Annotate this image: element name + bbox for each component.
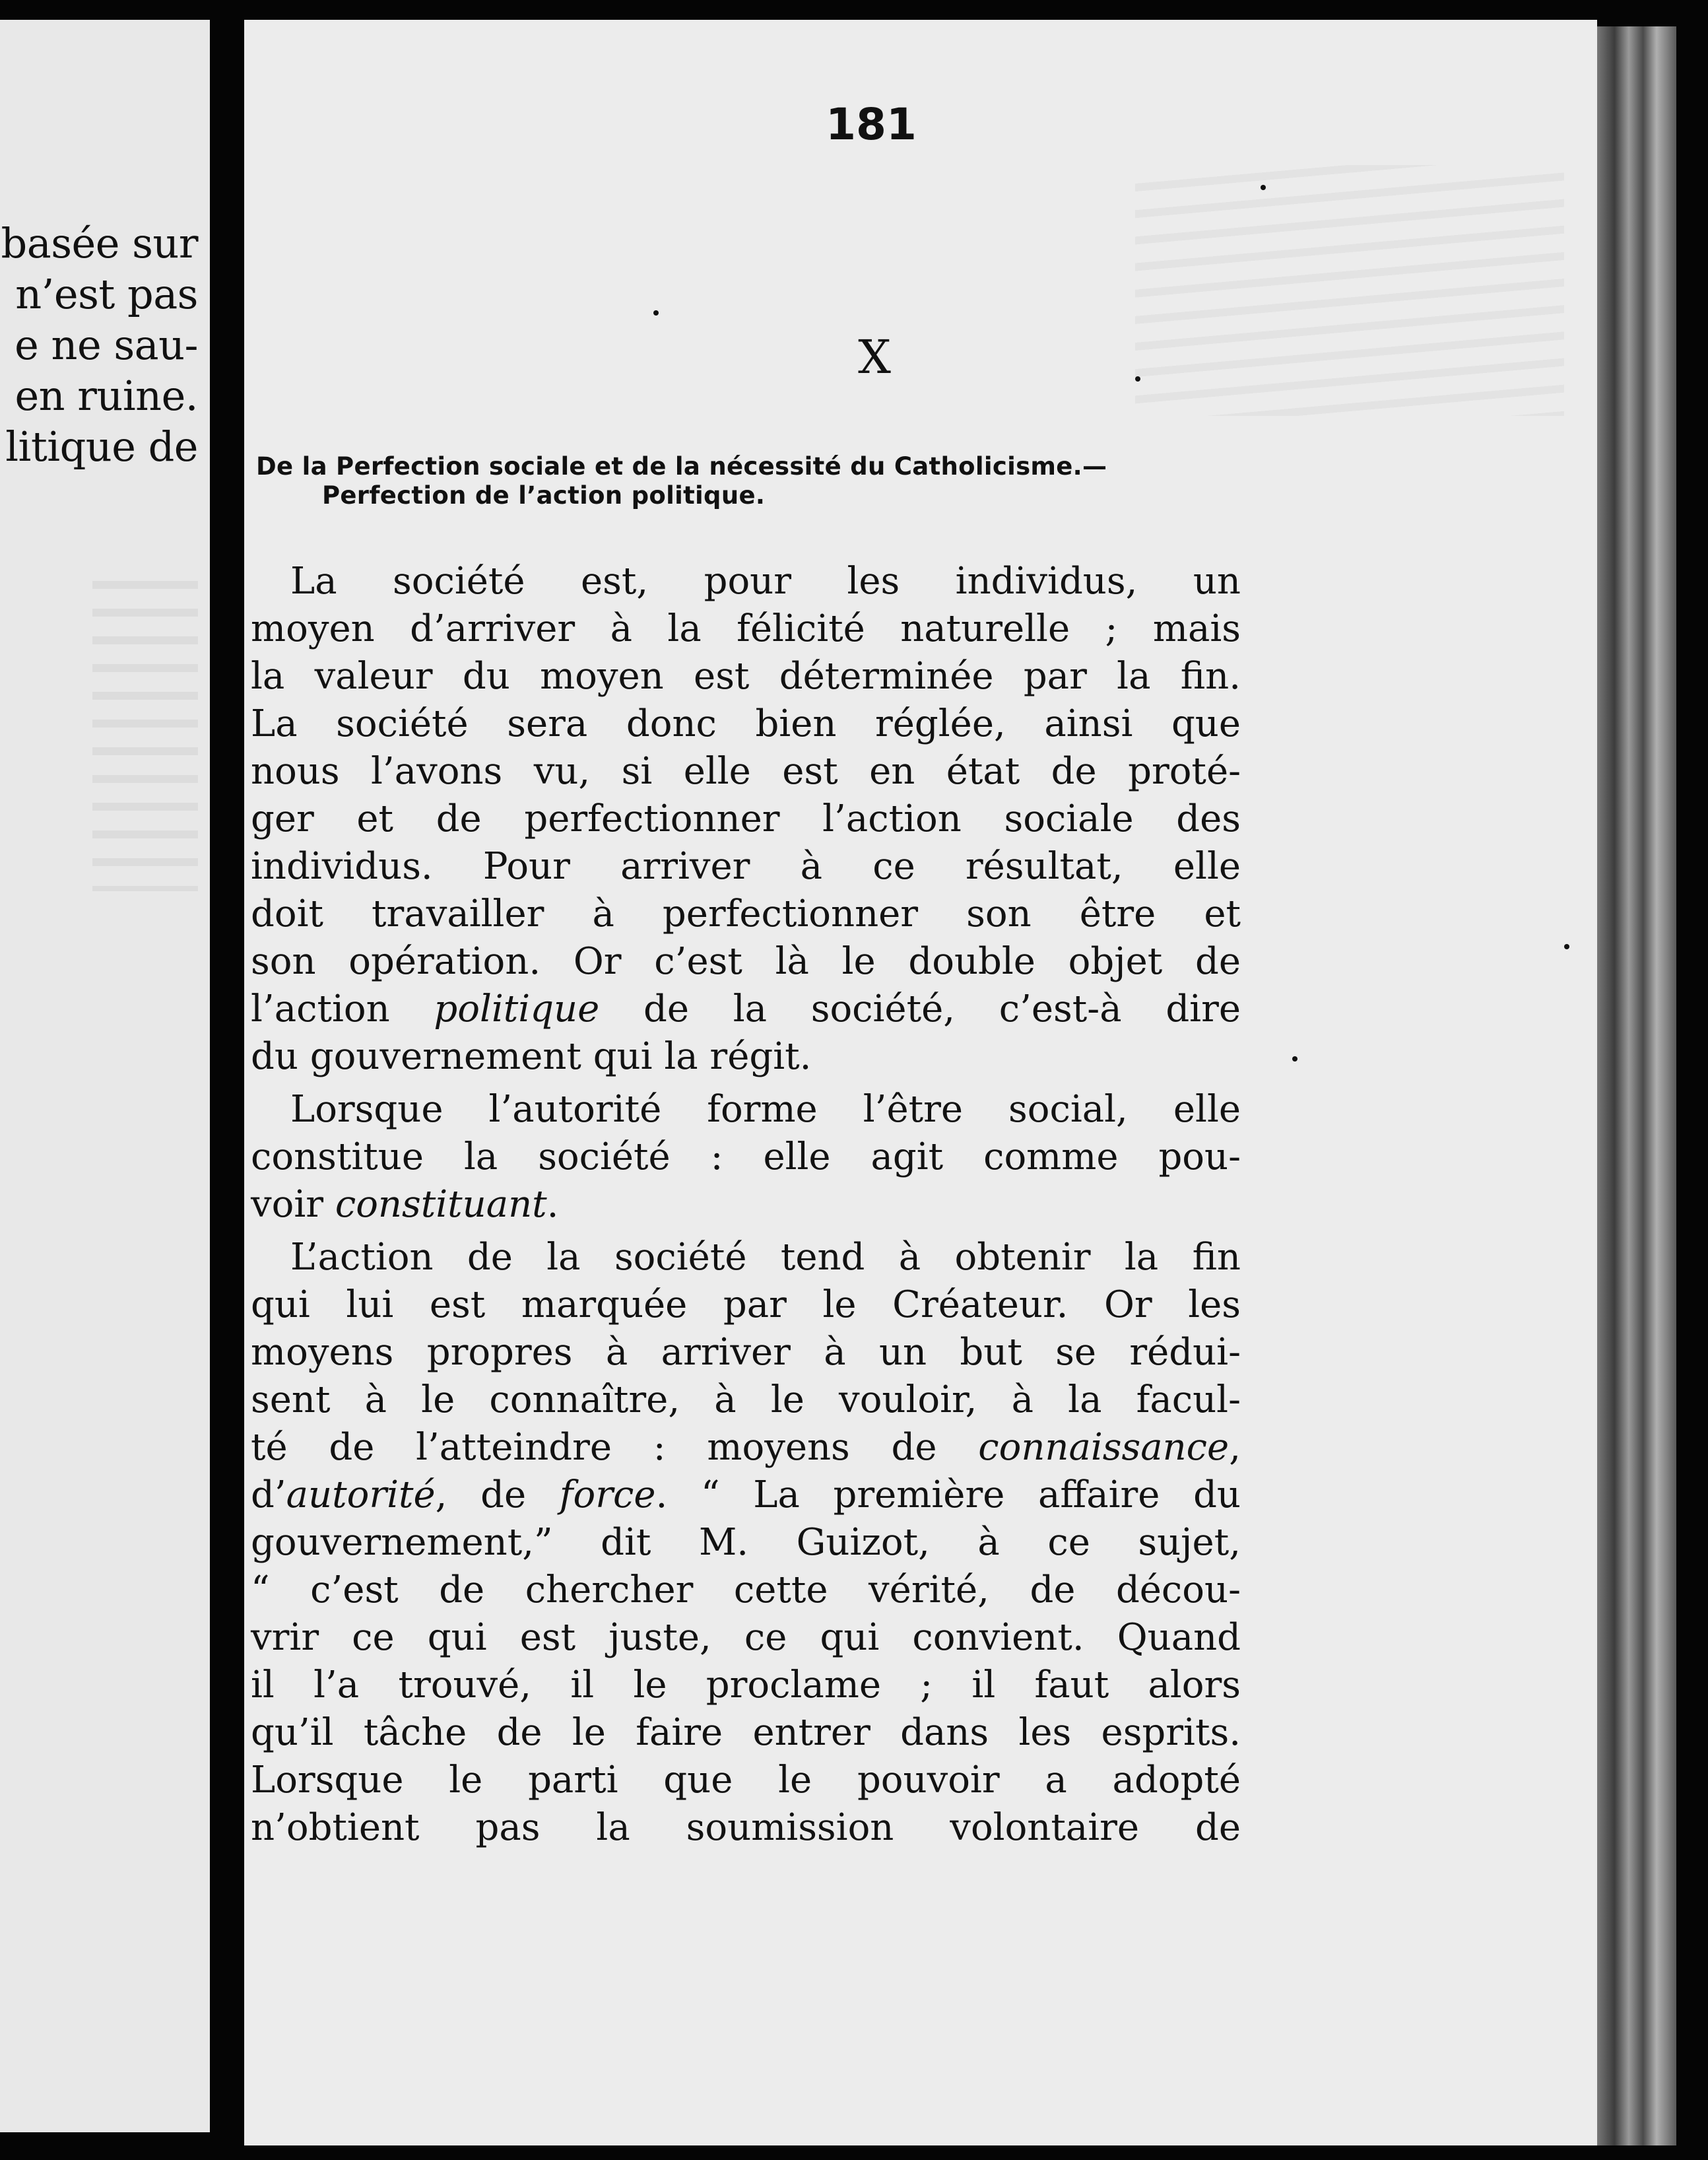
paragraph bbox=[251, 558, 1241, 1081]
chapter-numeral: X bbox=[858, 330, 891, 384]
text-line: La société est, pour les individus, un bbox=[290, 560, 1241, 603]
text-line: sent à le connaître, à le vouloir, à la facul- bbox=[251, 1378, 1241, 1421]
text-line: gouvernement,” dit M. Guizot, à ce sujet, bbox=[251, 1521, 1241, 1564]
text-line: individus. Pour arriver à ce résultat, elle bbox=[251, 845, 1241, 888]
text-run: de la société, c’est-à dire bbox=[599, 988, 1241, 1030]
left-page-line: litique de bbox=[5, 422, 198, 471]
text-line bbox=[251, 986, 1241, 1033]
text-run: voir bbox=[251, 1183, 335, 1226]
body-text bbox=[251, 558, 1241, 1857]
left-page-line: e ne sau- bbox=[15, 321, 198, 369]
chapter-title-line: De la Perfection sociale et de la nécessité du Catholicisme.— bbox=[256, 452, 1107, 481]
ink-speck bbox=[1564, 944, 1569, 949]
right-page bbox=[244, 20, 1597, 2145]
italic-run: force bbox=[559, 1473, 656, 1516]
page-stack-edge bbox=[1597, 26, 1676, 2145]
chapter-title-line: Perfection de l’action politique. bbox=[322, 481, 766, 510]
text-run: , bbox=[1229, 1426, 1241, 1469]
left-page-line: basée sur bbox=[1, 219, 198, 267]
ink-speck bbox=[653, 310, 659, 316]
italic-run: autorité bbox=[286, 1473, 436, 1516]
text-run: l’action bbox=[251, 988, 434, 1030]
book-gutter bbox=[210, 0, 244, 2160]
bleed-through-texture bbox=[92, 561, 198, 891]
left-page-text bbox=[0, 218, 198, 472]
text-line: vrir ce qui est juste, ce qui convient. Quand bbox=[251, 1616, 1241, 1659]
text-line bbox=[251, 1181, 1241, 1229]
text-line: qui lui est marquée par le Créateur. Or les bbox=[251, 1283, 1241, 1326]
chapter-title bbox=[256, 452, 1523, 510]
text-line: Lorsque le parti que le pouvoir a adopté bbox=[251, 1759, 1241, 1802]
text-line: qu’il tâche de le faire entrer dans les esprits. bbox=[251, 1711, 1241, 1754]
paragraph bbox=[251, 1086, 1241, 1229]
text-run: . “ La première affaire du bbox=[655, 1473, 1241, 1516]
text-line: La société sera donc bien réglée, ainsi que bbox=[251, 702, 1241, 745]
left-page-fragment bbox=[0, 20, 210, 2132]
ink-speck bbox=[1261, 185, 1266, 190]
text-line: L’action de la société tend à obtenir la fin bbox=[290, 1236, 1241, 1279]
text-line: ger et de perfectionner l’action sociale des bbox=[251, 797, 1241, 840]
italic-run: connaissance bbox=[978, 1426, 1230, 1469]
paragraph bbox=[251, 1234, 1241, 1852]
scan-border bbox=[1676, 0, 1708, 2160]
text-line: son opération. Or c’est là le double objet de bbox=[251, 940, 1241, 983]
text-line: il l’a trouvé, il le proclame ; il faut alors bbox=[251, 1664, 1241, 1706]
italic-run: politique bbox=[434, 988, 600, 1030]
italic-run: constituant bbox=[335, 1183, 547, 1226]
left-page-line: en ruine. bbox=[15, 372, 198, 420]
text-run: d’ bbox=[251, 1473, 286, 1516]
text-line: “ c’est de chercher cette vérité, de décou- bbox=[251, 1569, 1241, 1611]
page-number: 181 bbox=[826, 99, 917, 150]
text-line: moyens propres à arriver à un but se rédui- bbox=[251, 1331, 1241, 1374]
text-line: n’obtient pas la soumission volontaire de bbox=[251, 1806, 1241, 1849]
text-line: nous l’avons vu, si elle est en état de proté- bbox=[251, 750, 1241, 793]
text-run: té de l’atteindre : moyens de bbox=[251, 1426, 979, 1469]
ink-speck bbox=[1135, 376, 1140, 382]
text-line: du gouvernement qui la régit. bbox=[251, 1035, 812, 1078]
text-line: Lorsque l’autorité forme l’être social, elle bbox=[290, 1088, 1241, 1131]
text-line bbox=[251, 1424, 1241, 1471]
text-line bbox=[251, 1471, 1241, 1519]
text-run: . bbox=[546, 1183, 559, 1226]
text-run: , de bbox=[435, 1473, 560, 1516]
text-line: moyen d’arriver à la félicité naturelle ; mais bbox=[251, 607, 1241, 650]
text-line: la valeur du moyen est déterminée par la fin. bbox=[251, 655, 1241, 698]
text-line: doit travailler à perfectionner son être et bbox=[251, 893, 1241, 935]
text-line: constitue la société : elle agit comme pou- bbox=[251, 1135, 1241, 1178]
ink-speck bbox=[1292, 1056, 1297, 1062]
left-page-line: n’est pas bbox=[15, 270, 198, 318]
